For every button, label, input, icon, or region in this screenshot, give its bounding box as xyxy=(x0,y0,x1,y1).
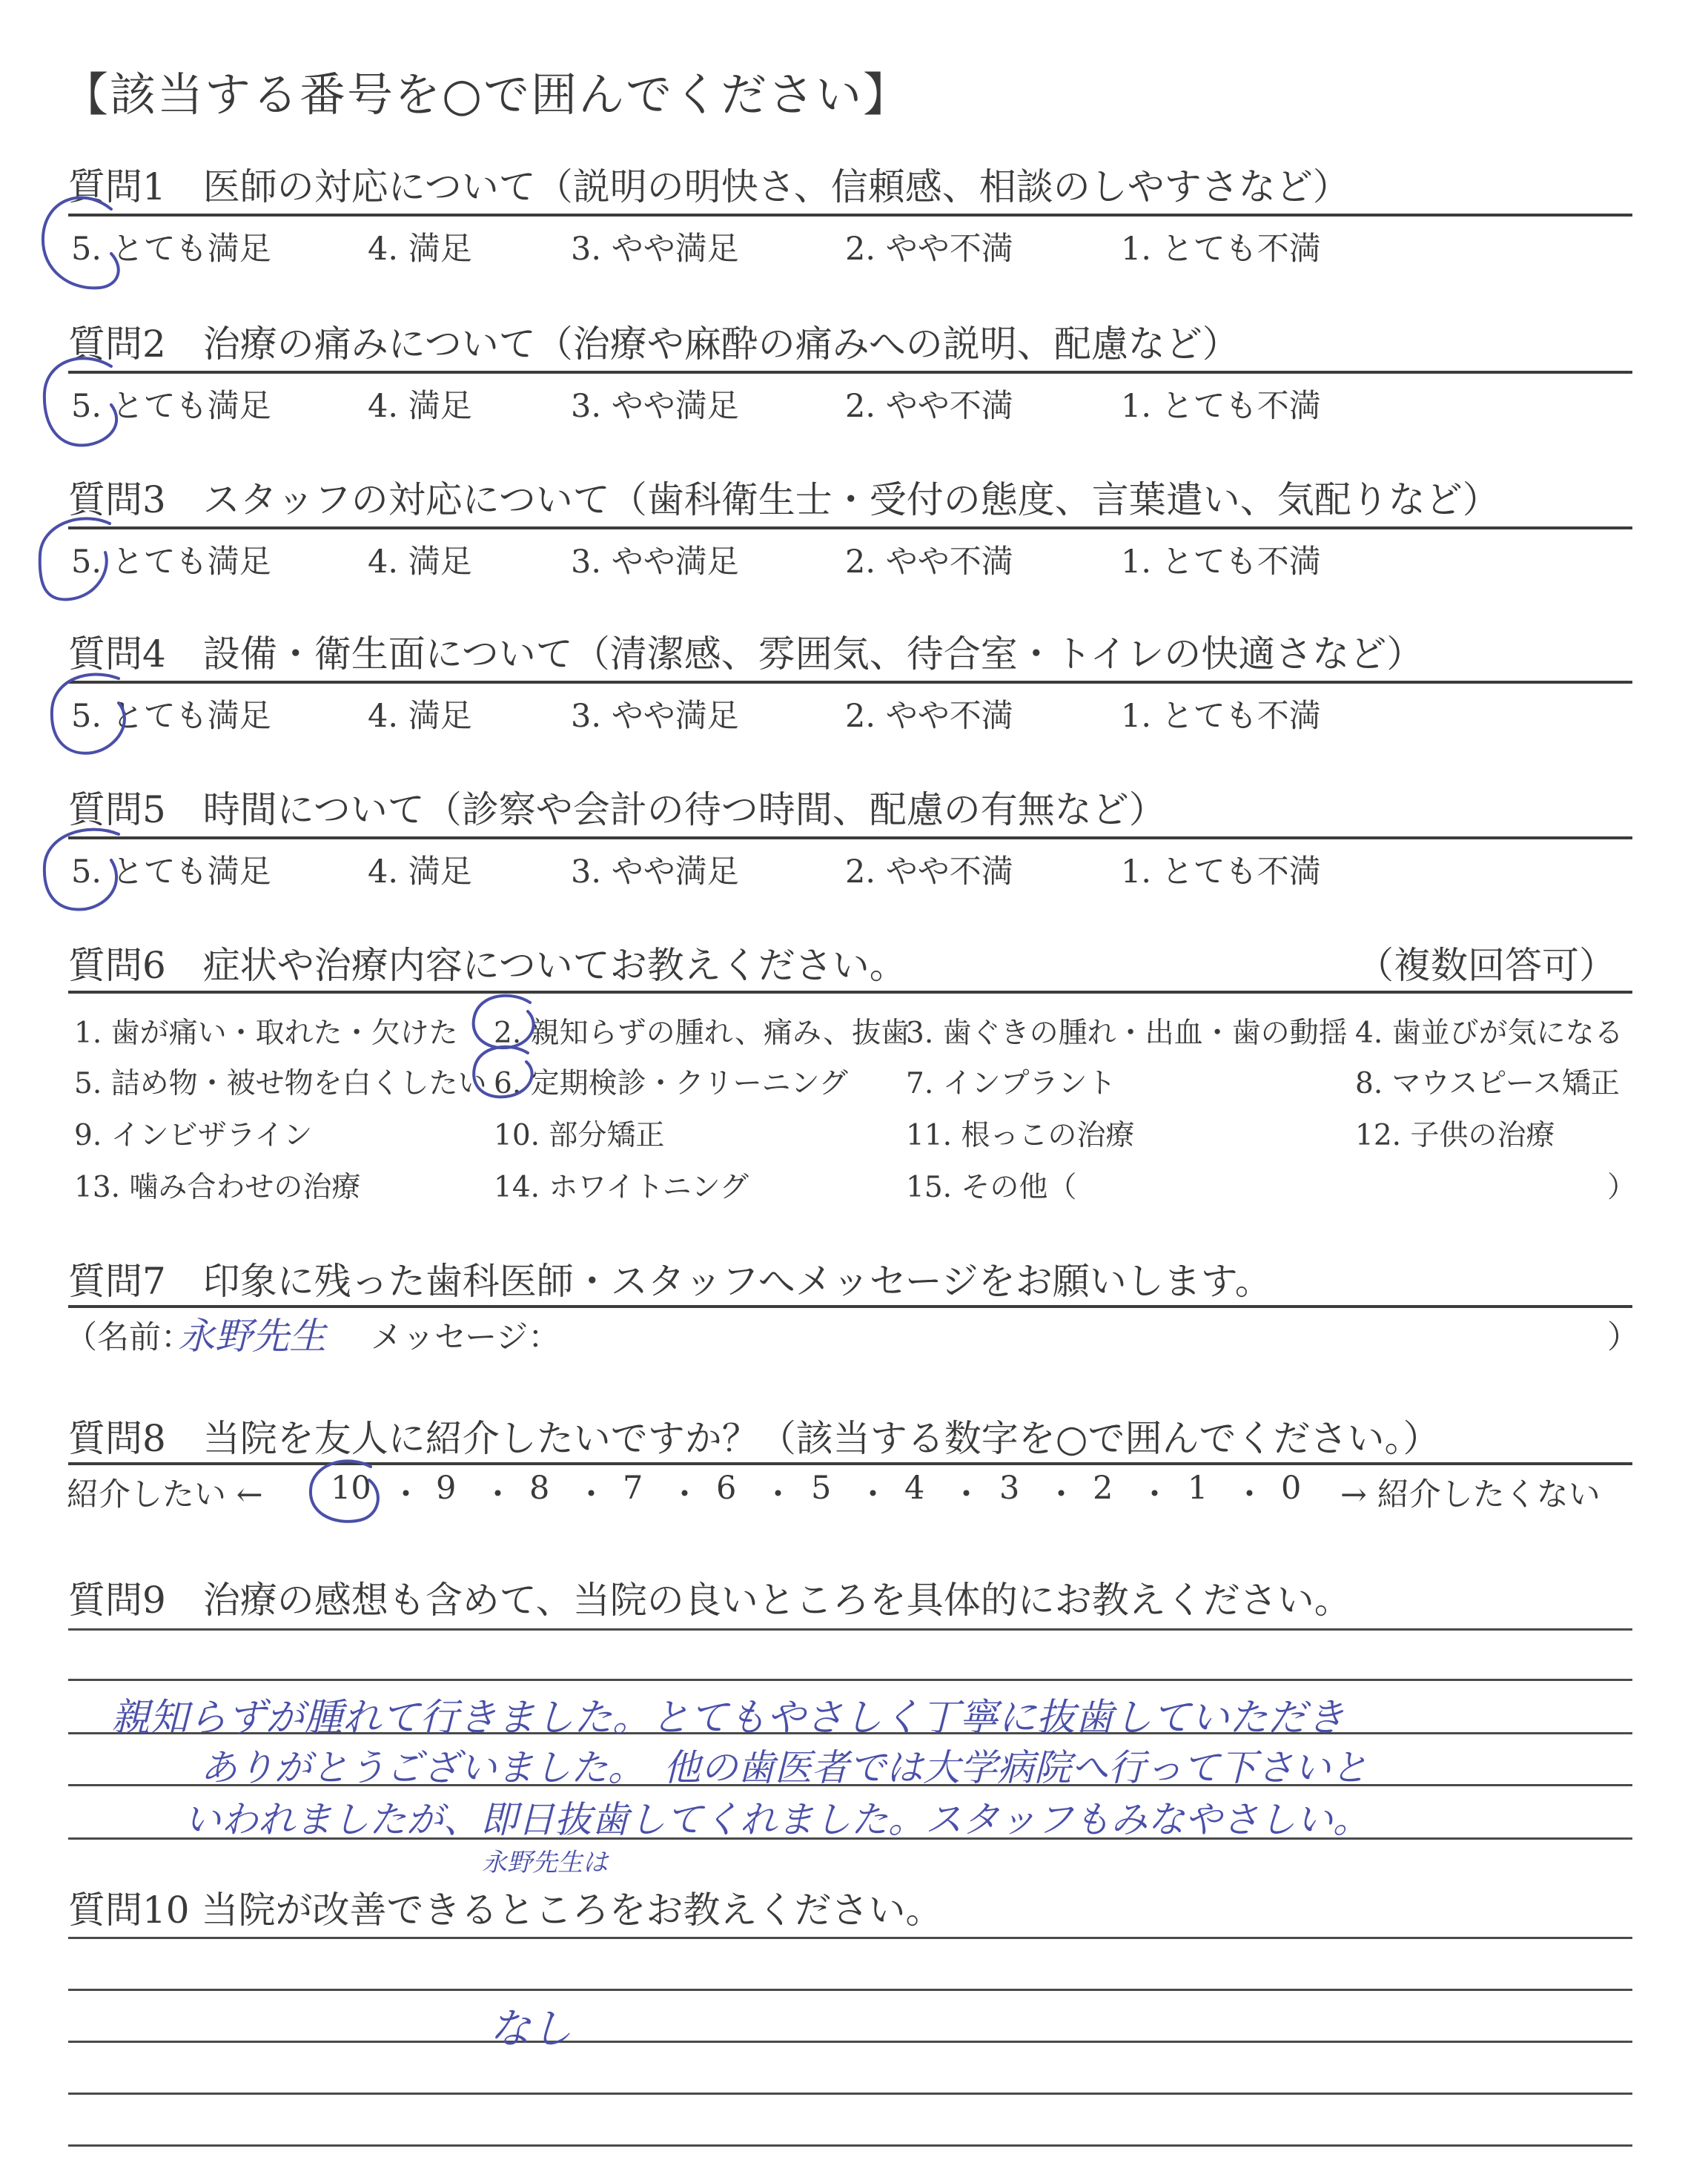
q9-answer-line-2[interactable]: ありがとうございました。 他の歯医者では大学病院へ行って下さいと xyxy=(200,1746,1368,1789)
q8-sep: ・ xyxy=(1234,1476,1265,1513)
q6-option-7[interactable]: 7. インプラント xyxy=(906,1067,1116,1100)
q8-sep: ・ xyxy=(575,1476,607,1513)
q8-score-4[interactable]: 4 xyxy=(904,1470,925,1507)
q1-option-2[interactable]: 2. やや不満 xyxy=(845,231,1013,268)
q8-score-6[interactable]: 6 xyxy=(716,1470,737,1507)
q2-option-1[interactable]: 1. とても不満 xyxy=(1121,388,1321,425)
question-1-heading: 質問1 医師の対応について（説明の明快さ、信頼感、相談のしやすさなど） xyxy=(68,165,1350,208)
q8-left-label: 紹介したい ← xyxy=(67,1476,263,1513)
q7-name-label: （名前： xyxy=(65,1319,193,1356)
question-4-heading: 質問4 設備・衛生面について（清潔感、雰囲気、待合室・トイレの快適さなど） xyxy=(68,633,1424,676)
q8-sep: ・ xyxy=(762,1476,794,1513)
q2-selection-circle xyxy=(44,358,116,445)
q6-option-13[interactable]: 13. 噛み合わせの治療 xyxy=(74,1171,361,1204)
q3-option-5[interactable]: 5. とても満足 xyxy=(71,544,271,581)
q8-score-7[interactable]: 7 xyxy=(623,1470,643,1507)
q10-answer-handwritten[interactable]: なし xyxy=(489,2005,572,2053)
q1-option-5[interactable]: 5. とても満足 xyxy=(71,231,271,268)
q4-option-1[interactable]: 1. とても不満 xyxy=(1121,698,1321,735)
q8-score-9[interactable]: 9 xyxy=(436,1470,457,1507)
q4-option-5[interactable]: 5. とても満足 xyxy=(71,698,271,735)
question-9-heading: 質問9 治療の感想も含めて、当院の良いところを具体的にお教えください。 xyxy=(68,1579,1351,1622)
q4-option-3[interactable]: 3. やや満足 xyxy=(571,698,739,735)
q6-option-14[interactable]: 14. ホワイトニング xyxy=(494,1171,749,1204)
q3-option-1[interactable]: 1. とても不満 xyxy=(1121,544,1321,581)
q9-insertion-note: 永野先生は xyxy=(482,1848,608,1877)
q6-option-2-circle xyxy=(474,996,534,1048)
q5-selection-circle xyxy=(44,830,119,910)
q6-option-5[interactable]: 5. 詰め物・被せ物を白くしたい xyxy=(74,1067,487,1100)
q1-option-3[interactable]: 3. やや満足 xyxy=(571,231,739,268)
q2-option-3[interactable]: 3. やや満足 xyxy=(571,388,739,425)
q8-sep: ・ xyxy=(1045,1476,1077,1513)
q9-answer-line-3[interactable]: いわれましたが、即日抜歯してくれました。スタッフもみなやさしい。 xyxy=(184,1798,1370,1841)
q8-sep: ・ xyxy=(482,1476,514,1513)
q6-other-close-paren: ） xyxy=(1607,1171,1637,1204)
q3-option-3[interactable]: 3. やや満足 xyxy=(571,544,739,581)
q5-option-3[interactable]: 3. やや満足 xyxy=(571,853,739,891)
q5-option-1[interactable]: 1. とても不満 xyxy=(1121,853,1321,891)
q8-sep: ・ xyxy=(669,1476,701,1513)
q4-option-4[interactable]: 4. 満足 xyxy=(368,698,472,735)
question-7-heading: 質問7 印象に残った歯科医師・スタッフへメッセージをお願いします。 xyxy=(68,1260,1272,1303)
q5-option-2[interactable]: 2. やや不満 xyxy=(845,853,1013,891)
q6-option-4[interactable]: 4. 歯並びが気になる xyxy=(1355,1017,1623,1050)
question-8-heading: 質問8 当院を友人に紹介したいですか？（該当する数字を○で囲んでください。） xyxy=(68,1417,1440,1460)
question-10-heading: 質問10 当院が改善できるところをお教えください。 xyxy=(68,1889,943,1932)
q3-selection-circle xyxy=(40,518,110,599)
q2-option-5[interactable]: 5. とても満足 xyxy=(71,388,271,425)
q8-score-8[interactable]: 8 xyxy=(529,1470,550,1507)
q1-selection-circle xyxy=(43,198,119,288)
q6-option-6[interactable]: 6. 定期検診・クリーニング xyxy=(494,1067,848,1100)
q8-score-2[interactable]: 2 xyxy=(1093,1470,1113,1507)
q5-option-4[interactable]: 4. 満足 xyxy=(368,853,472,891)
page-title: 【該当する番号を○で囲んでください】 xyxy=(62,67,911,122)
q6-option-12[interactable]: 12. 子供の治療 xyxy=(1355,1119,1555,1152)
q6-option-6-circle xyxy=(474,1047,532,1097)
q8-sep: ・ xyxy=(857,1476,889,1513)
q8-score-0[interactable]: 0 xyxy=(1281,1470,1302,1507)
q6-option-11[interactable]: 11. 根っこの治療 xyxy=(906,1119,1135,1152)
q6-option-9[interactable]: 9. インビザライン xyxy=(74,1119,313,1152)
q4-option-2[interactable]: 2. やや不満 xyxy=(845,698,1013,735)
q8-sep: ・ xyxy=(950,1476,982,1513)
q3-option-2[interactable]: 2. やや不満 xyxy=(845,544,1013,581)
q4-selection-circle xyxy=(52,674,125,753)
q7-close-paren: ） xyxy=(1607,1319,1639,1356)
question-6-heading: 質問6 症状や治療内容についてお教えください。 xyxy=(68,944,907,987)
q2-option-4[interactable]: 4. 満足 xyxy=(368,388,472,425)
q8-score-1[interactable]: 1 xyxy=(1188,1470,1208,1507)
q8-right-label: → 紹介したくない xyxy=(1340,1476,1601,1513)
q6-option-15[interactable]: 15. その他（ xyxy=(906,1171,1077,1204)
q6-option-10[interactable]: 10. 部分矯正 xyxy=(494,1119,665,1152)
q1-option-4[interactable]: 4. 満足 xyxy=(368,231,472,268)
q6-option-1[interactable]: 1. 歯が痛い・取れた・欠けた xyxy=(74,1017,458,1050)
q1-option-1[interactable]: 1. とても不満 xyxy=(1121,231,1321,268)
q8-sep: ・ xyxy=(1139,1476,1171,1513)
q6-option-2[interactable]: 2. 親知らずの腫れ、痛み、抜歯 xyxy=(494,1017,910,1050)
q8-score-3[interactable]: 3 xyxy=(999,1470,1020,1507)
q3-option-4[interactable]: 4. 満足 xyxy=(368,544,472,581)
q8-score-10-circle xyxy=(311,1461,378,1521)
q9-answer-line-1[interactable]: 親知らずが腫れて行きました。とてもやさしく丁寧に抜歯していただき xyxy=(111,1696,1345,1740)
q8-sep: ・ xyxy=(390,1476,422,1513)
q6-option-8[interactable]: 8. マウスピース矯正 xyxy=(1355,1067,1620,1100)
q7-name-handwritten[interactable]: 永野先生 xyxy=(178,1315,326,1358)
q8-score-10[interactable]: 10 xyxy=(331,1470,371,1507)
q5-option-5[interactable]: 5. とても満足 xyxy=(71,853,271,891)
question-3-heading: 質問3 スタッフの対応について（歯科衛生士・受付の態度、言葉遣い、気配りなど） xyxy=(68,478,1500,521)
q7-message-label: メッセージ： xyxy=(371,1319,560,1356)
q2-option-2[interactable]: 2. やや不満 xyxy=(845,388,1013,425)
q6-option-3[interactable]: 3. 歯ぐきの腫れ・出血・歯の動揺 xyxy=(906,1017,1348,1050)
question-6-note: （複数回答可） xyxy=(1357,944,1616,987)
question-5-heading: 質問5 時間について（診察や会計の待つ時間、配慮の有無など） xyxy=(68,788,1166,831)
q8-score-5[interactable]: 5 xyxy=(811,1470,832,1507)
question-2-heading: 質問2 治療の痛みについて（治療や麻酔の痛みへの説明、配慮など） xyxy=(68,323,1239,366)
